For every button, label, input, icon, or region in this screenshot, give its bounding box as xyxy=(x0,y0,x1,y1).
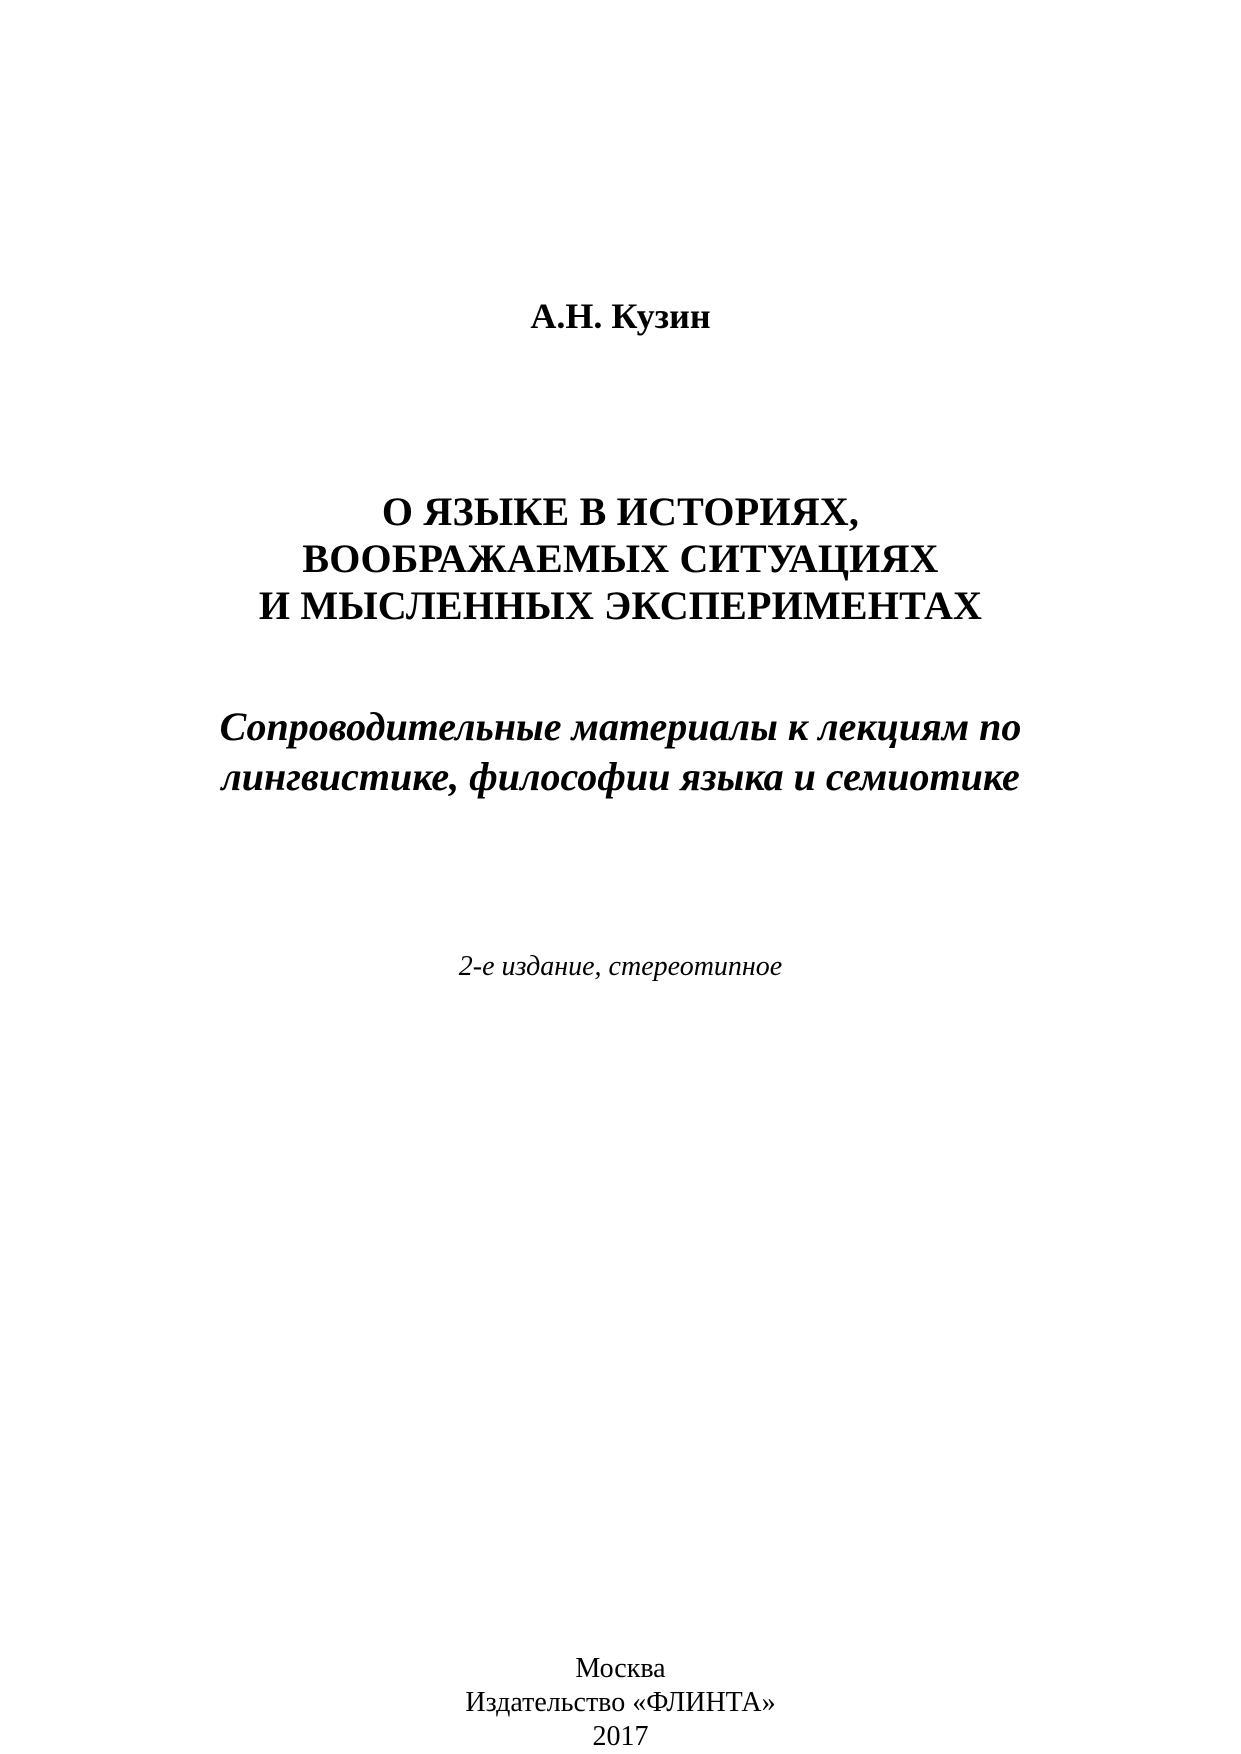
book-subtitle xyxy=(0,702,1241,802)
imprint-city: Москва xyxy=(575,1653,666,1684)
imprint xyxy=(0,1652,1241,1754)
book-title-line-3: И МЫСЛЕННЫХ ЭКСПЕРИМЕНТАХ xyxy=(258,583,983,628)
book-title-line-2: ВООБРАЖАЕМЫХ СИТУАЦИЯХ xyxy=(302,536,939,581)
book-subtitle-line-2: лингвистике, философии языка и семиотике xyxy=(221,754,1020,799)
book-title-line-1: О ЯЗЫКЕ В ИСТОРИЯХ, xyxy=(381,489,860,534)
edition-note: 2-е издание, стереотипное xyxy=(458,951,783,982)
book-title xyxy=(0,488,1241,629)
imprint-publisher: Издательство «ФЛИНТА» xyxy=(465,1687,776,1718)
author-name: А.Н. Кузин xyxy=(530,296,711,336)
imprint-year: 2017 xyxy=(592,1721,649,1752)
book-subtitle-line-1: Сопроводительные материалы к лекциям по xyxy=(219,704,1022,749)
